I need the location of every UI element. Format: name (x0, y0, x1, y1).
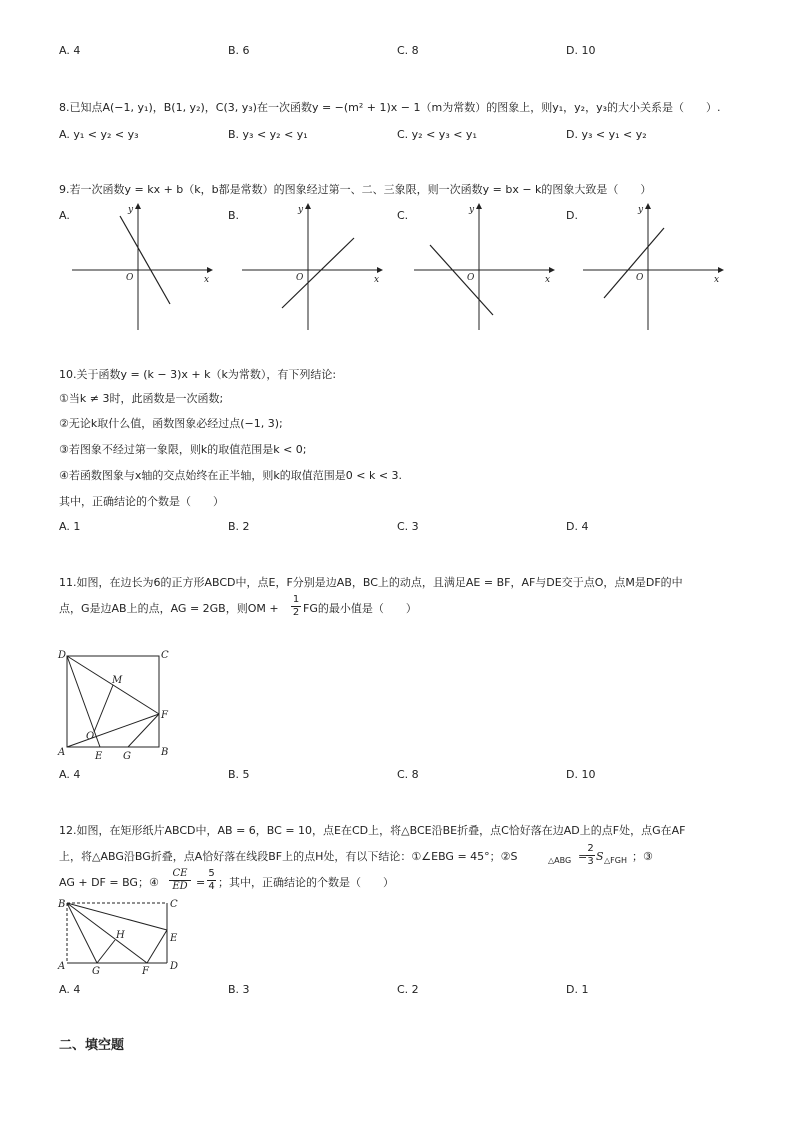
q12-stem-line3b: ；其中，正确结论的个数是（ ） (218, 876, 394, 889)
q10-option-d: D. 4 (566, 520, 589, 533)
q10-statement-1: ①当k ≠ 3时，此函数是一次函数; (59, 392, 224, 405)
q12-sub-fgh: △FGH (604, 856, 627, 865)
q12-fraction-2-num: CE (172, 868, 188, 879)
q12-option-c: C. 2 (397, 983, 419, 996)
q12-label-e: E (170, 933, 178, 944)
q12-eq: = (578, 850, 588, 863)
q11-stem-line2a: 点，G是边AB上的点，AG = 2GB，则OM + (59, 602, 279, 615)
q9-d-origin: O (636, 273, 644, 283)
q11-label-b: B (161, 747, 169, 758)
q9-c-y-label: y (469, 205, 475, 215)
q11-label-c: C (161, 650, 169, 661)
q9-option-b-label: B. (228, 209, 240, 222)
q12-label-b: B (58, 899, 66, 910)
q9-b-origin: O (296, 273, 304, 283)
q11-fraction-den: 2 (292, 607, 300, 618)
q10-option-a: A. 1 (59, 520, 81, 533)
q12-sub-abg: △ABG (548, 856, 572, 865)
q12-option-d: D. 1 (566, 983, 589, 996)
q9-c-x-label: x (545, 275, 551, 285)
q11-label-f: F (161, 710, 168, 721)
q9-b-y-label: y (298, 205, 304, 215)
q9-option-c-label: C. (397, 209, 409, 222)
q11-stem-line1: 11.如图，在边长为6的正方形ABCD中，点E，F分别是边AB，BC上的动点，且满足AE = BF，AF与DE交于点O，点M是DF的中 (59, 576, 683, 589)
q10-statement-4: ④若函数图象与x轴的交点始终在正半轴，则k的取值范围是0 < k < 3. (59, 469, 403, 482)
q12-fraction-1-num: 2 (587, 843, 594, 854)
q10-stem: 10.关于函数y = (k − 3)x + k（k为常数），有下列结论: (59, 368, 337, 381)
q11-option-d: D. 10 (566, 768, 596, 781)
q12-option-a: A. 4 (59, 983, 81, 996)
q10-option-b: B. 2 (228, 520, 250, 533)
q10-statement-2: ②无论k取什么值，函数图象必经过点(−1, 3); (59, 417, 283, 430)
q11-option-b: B. 5 (228, 768, 250, 781)
q7-option-b: B. 6 (228, 44, 250, 57)
q11-option-c: C. 8 (397, 768, 419, 781)
q8-option-d: D. y₃ < y₁ < y₂ (566, 128, 647, 141)
q7-option-c: C. 8 (397, 44, 419, 57)
q9-stem: 9.若一次函数y = kx + b（k，b都是常数）的图象经过第一、二、三象限，则一次函数y = bx − k的图象大致是（ ） (59, 183, 652, 196)
q9-c-origin: O (467, 273, 475, 283)
q9-a-x-label: x (204, 275, 210, 285)
q12-eq2: = (196, 876, 206, 889)
q9-d-x-label: x (714, 275, 720, 285)
q12-label-h: H (116, 930, 125, 941)
q11-label-e: E (95, 751, 103, 762)
q9-a-origin: O (126, 273, 134, 283)
q12-fraction-1-den: 3 (587, 856, 594, 867)
q9-d-y-label: y (638, 205, 644, 215)
q7-option-d: D. 10 (566, 44, 596, 57)
q8-option-a: A. y₁ < y₂ < y₃ (59, 128, 139, 141)
q12-stem-line2a: 上，将△ABG沿BG折叠，点A恰好落在线段BF上的点H处，有以下结论：①∠EBG = 45°；②S (59, 850, 518, 863)
q11-label-g: G (123, 751, 131, 762)
q11-label-o: O (86, 731, 95, 742)
q12-label-g: G (92, 966, 100, 977)
q9-option-a-label: A. (59, 209, 70, 222)
q8-option-c: C. y₂ < y₃ < y₁ (397, 128, 477, 141)
q9-a-y-label: y (128, 205, 134, 215)
q8-stem: 8.已知点A(−1, y₁)，B(1, y₂)，C(3, y₃)在一次函数y = −(m² + 1)x − 1（m为常数）的图象上，则y₁，y₂，y₃的大小关系是（ ）. (59, 101, 721, 114)
q12-stem-line2b: ；③ (632, 850, 653, 863)
q11-stem-line2b: FG的最小值是（ ） (303, 602, 417, 615)
section-title: 二、填空题 (59, 1038, 125, 1053)
q11-fraction-num: 1 (292, 594, 300, 605)
q11-option-a: A. 4 (59, 768, 81, 781)
q9-option-d-label: D. (566, 209, 578, 222)
q12-label-c: C (170, 899, 178, 910)
q11-label-m: M (112, 675, 123, 686)
q8-option-b: B. y₃ < y₂ < y₁ (228, 128, 308, 141)
q12-label-f: F (142, 966, 149, 977)
q12-stem-line1: 12.如图，在矩形纸片ABCD中，AB = 6，BC = 10，点E在CD上，将△BCE沿BE折叠，点C恰好落在边AD上的点F处，点G在AF (59, 824, 686, 837)
q12-stem-line3a: AG + DF = BG；④ (59, 876, 159, 889)
q11-label-d: D (58, 650, 67, 661)
q9-b-x-label: x (374, 275, 380, 285)
q12-fraction-2-den: ED (169, 880, 191, 893)
q12-label-d: D (170, 961, 179, 972)
q10-statement-3: ③若图象不经过第一象限，则k的取值范围是k < 0; (59, 443, 307, 456)
q10-option-c: C. 3 (397, 520, 419, 533)
q11-label-a: A (58, 747, 66, 758)
q7-option-a: A. 4 (59, 44, 81, 57)
q10-question: 其中，正确结论的个数是（ ） (59, 495, 224, 508)
q12-s-fgh: S (596, 850, 604, 863)
q12-option-b: B. 3 (228, 983, 250, 996)
q12-label-a: A (58, 961, 66, 972)
q12-fraction-3-num: 5 (208, 868, 215, 879)
q12-fraction-3-den: 4 (208, 881, 215, 892)
